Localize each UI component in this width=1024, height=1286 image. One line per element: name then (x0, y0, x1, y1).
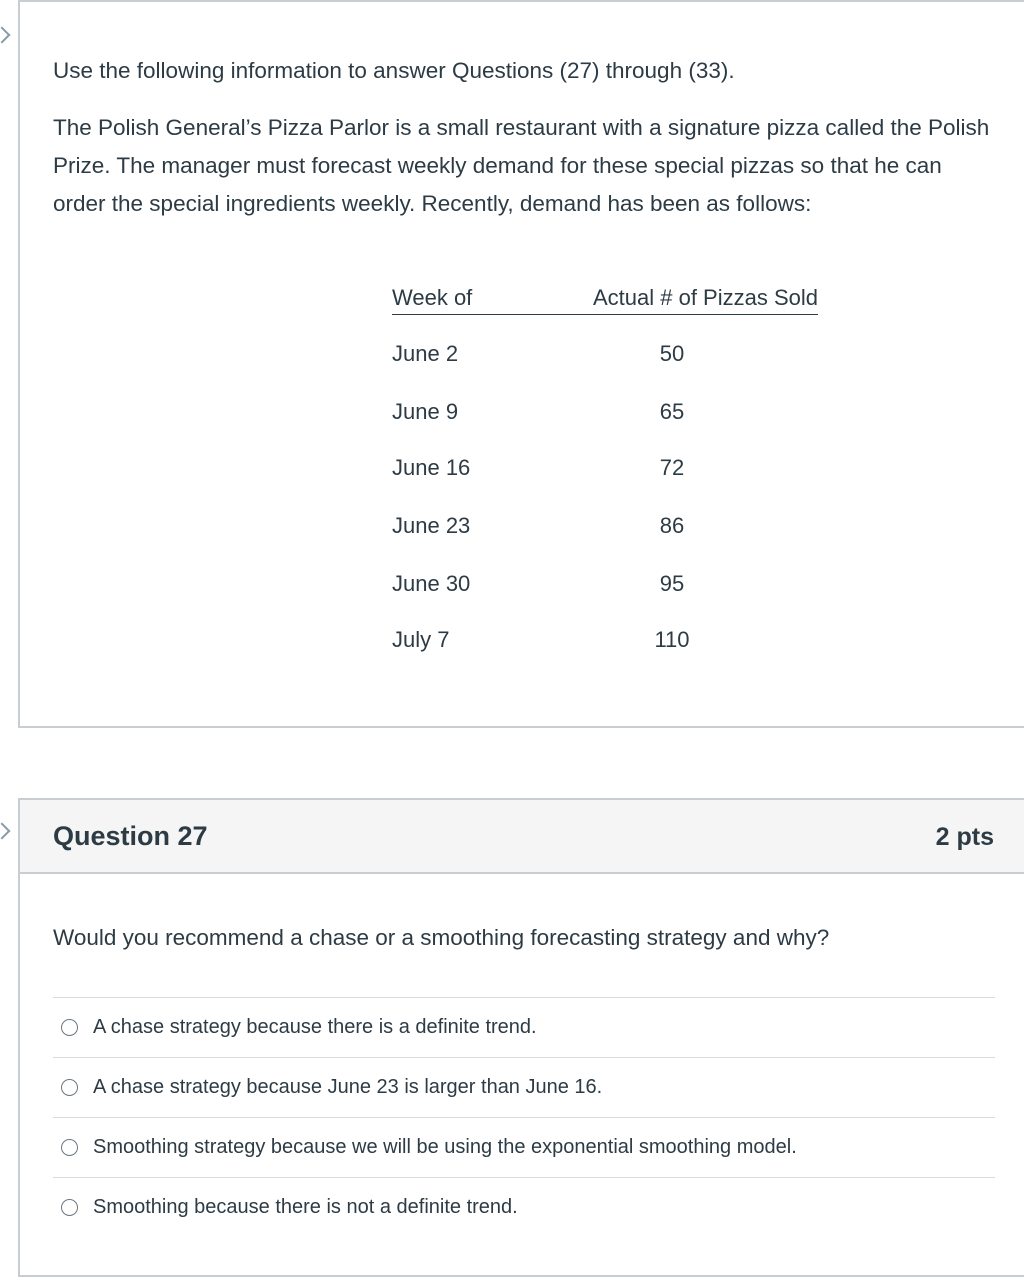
sold-cell: 95 (659, 571, 685, 596)
answer-label[interactable]: Smoothing strategy because we will be using the exponential smoothing model. (93, 1136, 797, 1158)
week-cell: July 7 (392, 627, 450, 652)
question-points: 2 pts (935, 823, 994, 851)
week-cell: June 2 (392, 341, 459, 366)
radio-unselected-icon[interactable] (61, 1199, 78, 1216)
pizzas-sold-header: Actual # of Pizzas Sold (592, 285, 818, 310)
answer-option[interactable] (53, 1057, 995, 1117)
question-text: Would you recommend a chase or a smoothing forecasting strategy and why? (53, 925, 830, 950)
table-row (392, 626, 818, 656)
week-cell: June 30 (392, 571, 471, 596)
radio-unselected-icon[interactable] (61, 1139, 78, 1156)
answer-label[interactable]: A chase strategy because June 23 is larger than June 16. (93, 1076, 603, 1098)
week-of-header: Week of (392, 285, 473, 310)
table-row (392, 454, 818, 484)
table-row (392, 398, 818, 428)
sold-cell: 50 (659, 341, 685, 366)
question-title: Question 27 (53, 821, 208, 851)
answer-label[interactable]: A chase strategy because there is a definite trend. (93, 1016, 537, 1038)
table-row (392, 340, 818, 370)
answer-option[interactable] (53, 1177, 995, 1237)
information-panel (18, 0, 1024, 728)
intro-text: Use the following information to answer Questions (27) through (33). (53, 58, 735, 83)
sold-cell: 86 (659, 513, 685, 538)
radio-unselected-icon[interactable] (61, 1079, 78, 1096)
question-27-panel (18, 798, 1024, 1277)
week-cell: June 9 (392, 399, 459, 424)
answer-label[interactable]: Smoothing because there is not a definite trend. (93, 1196, 518, 1218)
description-paragraph: The Polish General’s Pizza Parlor is a small restaurant with a signature pizza called the Polish Prize. The manager must forecast weekly demand for these special pizzas so that he can order the special ingredients weekly. Recently, demand has been as follows: (53, 115, 990, 216)
sold-cell: 110 (654, 627, 690, 652)
sold-cell: 72 (659, 455, 685, 480)
table-header (392, 284, 818, 315)
chevron-right-icon[interactable] (0, 27, 10, 44)
radio-unselected-icon[interactable] (61, 1019, 78, 1036)
week-cell: June 23 (392, 513, 471, 538)
answer-option[interactable] (53, 1117, 995, 1177)
answer-list (53, 997, 995, 1237)
table-row (392, 570, 818, 600)
answer-option[interactable] (53, 997, 995, 1057)
sold-cell: 65 (659, 399, 685, 424)
table-row (392, 512, 818, 542)
question-header (20, 800, 1024, 874)
week-cell: June 16 (392, 455, 471, 480)
chevron-right-icon[interactable] (0, 823, 10, 840)
